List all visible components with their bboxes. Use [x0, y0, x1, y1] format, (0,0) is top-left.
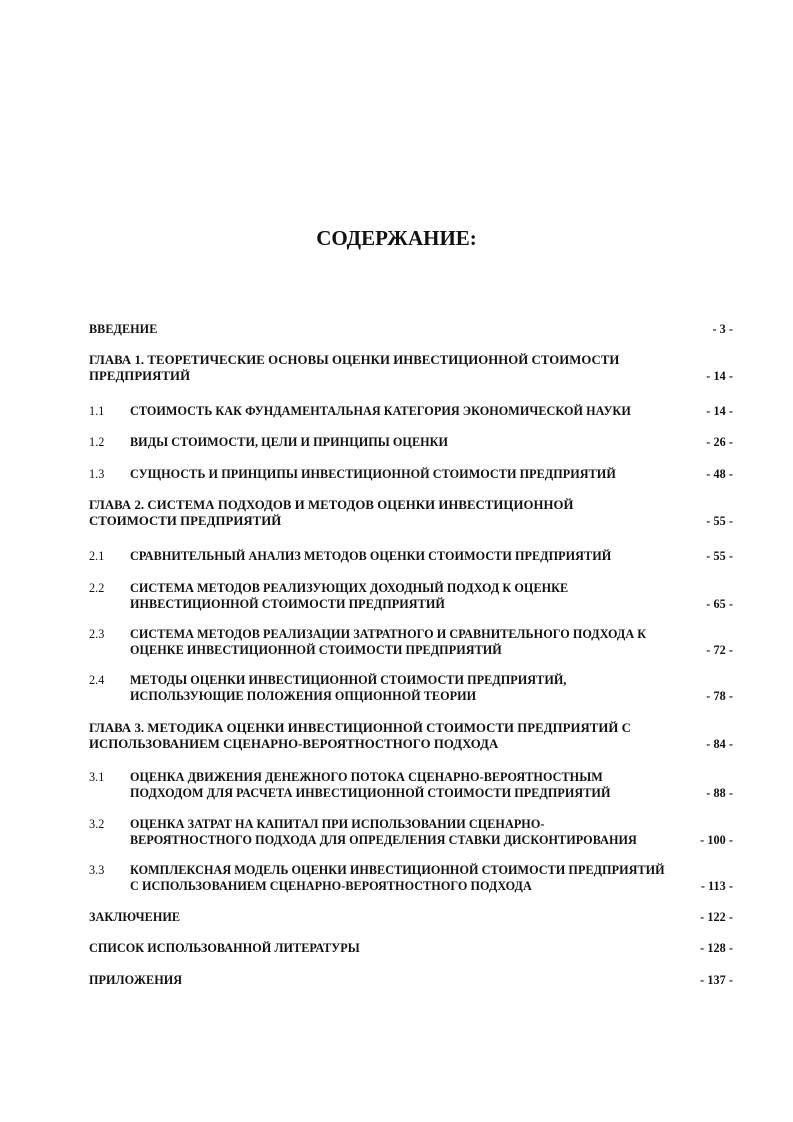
toc-entry-number: 1.1 [89, 404, 105, 418]
toc-entry-conclusion [89, 909, 733, 925]
toc-entry-section-1-3 [89, 466, 733, 482]
toc-entry-introduction [89, 321, 733, 337]
toc-entry-section-3-2 [89, 816, 733, 848]
toc-entry-title-line: ОЦЕНКА ДВИЖЕНИЯ ДЕНЕЖНОГО ПОТОКА СЦЕНАРНО-ВЕРОЯТНОСТНЫМ [130, 770, 603, 784]
toc-entry-title-line: ИСПОЛЬЗОВАНИЕМ СЦЕНАРНО-ВЕРОЯТНОСТНОГО ПОДХОДА [89, 737, 499, 751]
toc-entry-page: - 84 - [706, 737, 733, 751]
toc-entry-title-line: ОЦЕНКА ЗАТРАТ НА КАПИТАЛ ПРИ ИСПОЛЬЗОВАНИИ СЦЕНАРНО- [130, 817, 545, 831]
toc-entry-page: - 113 - [700, 879, 733, 893]
toc-entry-number: 2.2 [89, 581, 105, 595]
toc-entry-page: - 72 - [706, 643, 733, 657]
toc-entry-page: - 65 - [706, 597, 733, 611]
toc-entry-title-line: СУЩНОСТЬ И ПРИНЦИПЫ ИНВЕСТИЦИОННОЙ СТОИМОСТИ ПРЕДПРИЯТИЙ [130, 467, 616, 481]
toc-entry-bibliography [89, 940, 733, 956]
toc-entry-title-line: ГЛАВА 3. МЕТОДИКА ОЦЕНКИ ИНВЕСТИЦИОННОЙ СТОИМОСТИ ПРЕДПРИЯТИЙ С [89, 721, 631, 735]
toc-entry-title-line: ПОДХОДОМ ДЛЯ РАСЧЕТА ИНВЕСТИЦИОННОЙ СТОИМОСТИ ПРЕДПРИЯТИЙ [130, 786, 611, 800]
toc-entry-title-line: СИСТЕМА МЕТОДОВ РЕАЛИЗАЦИИ ЗАТРАТНОГО И СРАВНИТЕЛЬНОГО ПОДХОДА К [130, 627, 647, 641]
toc-entry-title: ЗАКЛЮЧЕНИЕ [89, 910, 181, 924]
toc-entry-title-line: ГЛАВА 2. СИСТЕМА ПОДХОДОВ И МЕТОДОВ ОЦЕНКИ ИНВЕСТИЦИОННОЙ [89, 498, 574, 512]
toc-entry-number: 3.1 [89, 770, 105, 784]
toc-entry-page: - 122 - [700, 910, 733, 924]
toc-entry-title-line: ИНВЕСТИЦИОННОЙ СТОИМОСТИ ПРЕДПРИЯТИЙ [130, 597, 445, 611]
toc-entry-section-2-4 [89, 672, 733, 704]
toc-entry-number: 1.2 [89, 435, 105, 449]
toc-entry-title-line: ВЕРОЯТНОСТНОГО ПОДХОДА ДЛЯ ОПРЕДЕЛЕНИЯ СТАВКИ ДИСКОНТИРОВАНИЯ [130, 833, 637, 847]
toc-entry-page: - 14 - [706, 404, 733, 418]
toc-entry-section-3-3 [89, 862, 733, 894]
toc-entry-page: - 100 - [700, 833, 733, 847]
toc-entry-section-1-2 [89, 434, 733, 450]
toc-entry-page: - 14 - [706, 369, 733, 383]
toc-entry-title-line: ОЦЕНКЕ ИНВЕСТИЦИОННОЙ СТОИМОСТИ ПРЕДПРИЯТИЙ [130, 643, 502, 657]
toc-entry-page: - 55 - [706, 514, 733, 528]
toc-entry-section-3-1 [89, 769, 733, 801]
toc-entry-section-2-3 [89, 626, 733, 658]
toc-entry-chapter-3 [89, 720, 733, 752]
toc-entry-number: 1.3 [89, 467, 105, 481]
toc-entry-page: - 88 - [706, 786, 733, 800]
toc-entry-page: - 137 - [700, 973, 733, 987]
toc-entry-title-line: СТОИМОСТИ ПРЕДПРИЯТИЙ [89, 514, 282, 528]
toc-entry-number: 3.3 [89, 863, 105, 877]
toc-entry-number: 2.4 [89, 673, 105, 687]
toc-entry-title: ВВЕДЕНИЕ [89, 322, 158, 336]
toc-entry-title-line: СТОИМОСТЬ КАК ФУНДАМЕНТАЛЬНАЯ КАТЕГОРИЯ ЭКОНОМИЧЕСКОЙ НАУКИ [130, 404, 631, 418]
toc-entry-title-line: ПРЕДПРИЯТИЙ [89, 369, 191, 383]
toc-entry-section-2-2 [89, 580, 733, 612]
toc-entry-title-line: ВИДЫ СТОИМОСТИ, ЦЕЛИ И ПРИНЦИПЫ ОЦЕНКИ [130, 435, 449, 449]
toc-entry-page: - 78 - [706, 689, 733, 703]
toc-entry-section-2-1 [89, 548, 733, 564]
toc-entry-chapter-2 [89, 497, 733, 529]
toc-entry-page: - 128 - [700, 941, 733, 955]
toc-entry-title: ПРИЛОЖЕНИЯ [89, 973, 183, 987]
toc-entry-page: - 48 - [706, 467, 733, 481]
toc-entry-section-1-1 [89, 403, 733, 419]
toc-entry-page: - 55 - [706, 549, 733, 563]
toc-entry-title-line: С ИСПОЛЬЗОВАНИЕМ СЦЕНАРНО-ВЕРОЯТНОСТНОГО ПОДХОДА [130, 879, 532, 893]
toc-entry-number: 2.3 [89, 627, 105, 641]
page-title: СОДЕРЖАНИЕ: [316, 226, 477, 250]
toc-entry-chapter-1 [89, 352, 733, 384]
toc-entry-title-line: ИСПОЛЬЗУЮЩИЕ ПОЛОЖЕНИЯ ОПЦИОННОЙ ТЕОРИИ [130, 689, 477, 703]
toc-entry-number: 2.1 [89, 549, 105, 563]
toc-entry-title-line: МЕТОДЫ ОЦЕНКИ ИНВЕСТИЦИОННОЙ СТОИМОСТИ ПРЕДПРИЯТИЙ, [130, 673, 567, 687]
toc-entry-title-line: СРАВНИТЕЛЬНЫЙ АНАЛИЗ МЕТОДОВ ОЦЕНКИ СТОИМОСТИ ПРЕДПРИЯТИЙ [130, 549, 612, 563]
toc-entry-title-line: КОМПЛЕКСНАЯ МОДЕЛЬ ОЦЕНКИ ИНВЕСТИЦИОННОЙ СТОИМОСТИ ПРЕДПРИЯТИЙ [130, 863, 665, 877]
toc-entry-number: 3.2 [89, 817, 105, 831]
toc-entry-page: - 3 - [712, 322, 733, 336]
toc-entry-title-line: СИСТЕМА МЕТОДОВ РЕАЛИЗУЮЩИХ ДОХОДНЫЙ ПОДХОД К ОЦЕНКЕ [130, 581, 569, 595]
toc-entry-page: - 26 - [706, 435, 733, 449]
toc-entry-appendices [89, 972, 733, 988]
toc-entry-title-line: ГЛАВА 1. ТЕОРЕТИЧЕСКИЕ ОСНОВЫ ОЦЕНКИ ИНВЕСТИЦИОННОЙ СТОИМОСТИ [89, 353, 620, 367]
toc-entry-title: СПИСОК ИСПОЛЬЗОВАННОЙ ЛИТЕРАТУРЫ [89, 941, 360, 955]
